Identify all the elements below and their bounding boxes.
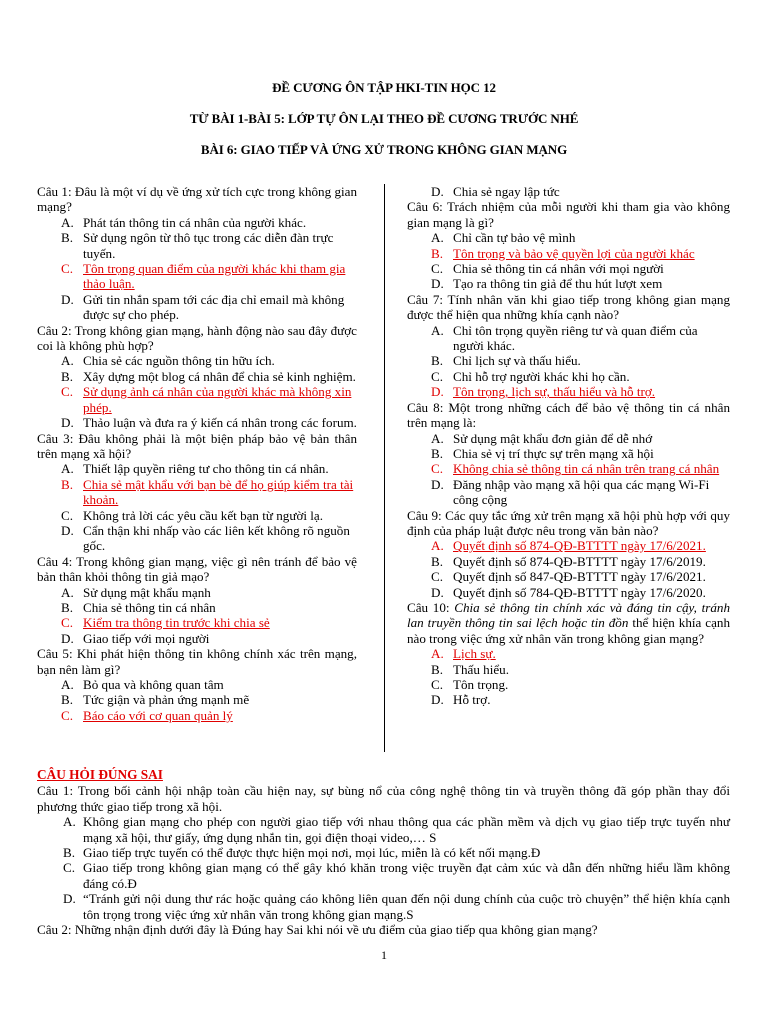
option-text: Không chia sẻ thông tin cá nhân trên trang cá nhân <box>453 461 720 477</box>
option-key: C. <box>431 261 444 277</box>
document-subtitle: TỪ BÀI 1-BÀI 5: LỚP TỰ ÔN LẠI THEO ĐỀ CƯƠNG TRƯỚC NHÉ <box>189 111 579 126</box>
option-text: Chỉ tôn trọng quyền riêng tư và quan điểm của người khác. <box>453 322 698 354</box>
option-text: Chia sẻ thông tin cá nhân với mọi người <box>453 261 664 277</box>
answer-option-correct <box>37 615 357 630</box>
question-7: Câu 7: Tính nhân văn khi giao tiếp trong không gian mạng được thể hiện qua những khía cạnh nào? <box>407 291 730 323</box>
statement-text: Giao tiếp trong không gian mạng có thể gây khó khăn trong việc truyền đạt cảm xúc và dẫn đến những hiểu lầm không đáng có.Đ <box>83 860 730 891</box>
option-text: Chia sẻ mật khẩu với bạn bè để họ giúp kiểm tra tài khoản. <box>83 476 354 508</box>
option-key: A. <box>61 353 74 369</box>
answer-option <box>407 353 730 368</box>
option-key: A. <box>61 584 74 600</box>
option-key: D. <box>431 692 444 708</box>
question-6-options <box>407 230 730 292</box>
lesson-heading: BÀI 6: GIAO TIẾP VÀ ỨNG XỬ TRONG KHÔNG GIAN MẠNG <box>200 142 568 157</box>
document-title: ĐỀ CƯƠNG ÔN TẬP HKI-TIN HỌC 12 <box>272 80 496 95</box>
option-key: C. <box>431 368 444 384</box>
answer-option <box>37 369 357 384</box>
answer-option <box>407 585 730 600</box>
question-3-options <box>37 461 357 553</box>
option-text: Chia sẻ thông tin cá nhân <box>83 599 216 615</box>
tf-statement <box>37 814 730 845</box>
option-text: Chia sẻ các nguồn thông tin hữu ích. <box>83 353 275 369</box>
option-text: Thảo luận và đưa ra ý kiến cá nhân trong các forum. <box>83 415 357 431</box>
answer-option <box>407 662 730 677</box>
option-text: Chia sẻ ngay lập tức <box>453 184 560 199</box>
answer-option <box>37 215 357 230</box>
answer-option-correct <box>37 384 357 415</box>
question-4: Câu 4: Trong không gian mạng, việc gì nên tránh để bảo vệ bản thân khỏi thông tin giả mạo? <box>37 553 357 585</box>
option-key: D. <box>431 184 444 199</box>
question-5-options <box>37 677 357 723</box>
option-key: B. <box>431 353 444 369</box>
answer-option <box>37 292 357 323</box>
tf-statement <box>37 845 730 860</box>
option-key: B. <box>431 661 444 677</box>
option-text: Sử dụng mật khẩu mạnh <box>83 584 211 600</box>
answer-option <box>407 276 730 291</box>
question-7-options <box>407 323 730 400</box>
answer-option <box>37 461 357 476</box>
statement-text: Không gian mạng cho phép con người giao tiếp với nhau thông qua các phần mềm và dịch vụ giao tiếp trực tuyến như mạng xã hội, thư giấy, ứng dụng nhắn tin, gọi điện thoại video,… S <box>83 814 730 845</box>
column-divider <box>384 184 385 752</box>
option-key: C. <box>61 384 74 400</box>
option-text: Xây dựng một blog cá nhân để chia sẻ kinh nghiệm. <box>83 368 356 384</box>
answer-option <box>37 523 357 554</box>
tf-question-1: Câu 1: Trong bối cảnh hội nhập toàn cầu hiện nay, sự bùng nổ của công nghệ thông tin và truyền thông đã góp phần thay đổi phương thức giao tiếp trong xã hội. <box>37 783 730 814</box>
statement-text: “Tránh gửi nội dung thư rác hoặc quảng cáo không liên quan đến nội dung chính của cuộc trò chuyện” thể hiện khía cạnh tôn trọng trong việc ứng xử nhân văn trong không gian mạng.S <box>83 891 730 922</box>
answer-option <box>37 230 357 261</box>
option-key: A. <box>431 230 444 246</box>
option-key: A. <box>431 430 444 446</box>
answer-option <box>407 554 730 569</box>
option-key: A. <box>61 461 74 477</box>
question-8-options <box>407 431 730 508</box>
tf-statement <box>37 860 730 891</box>
answer-option <box>407 261 730 276</box>
option-text: Quyết định số 784-QĐ-BTTTT ngày 17/6/2020. <box>453 584 706 600</box>
option-key: B. <box>61 368 74 384</box>
option-key: C. <box>431 461 444 477</box>
answer-option <box>407 323 730 354</box>
option-key: C. <box>61 261 74 277</box>
option-text: Hỗ trợ. <box>453 692 491 708</box>
option-key: B. <box>431 445 444 461</box>
question-6: Câu 6: Trách nhiệm của mỗi người khi tham gia vào không gian mạng là gì? <box>407 199 730 230</box>
option-key: B. <box>63 845 76 861</box>
option-key: A. <box>61 677 74 692</box>
option-text: Quyết định số 874-QĐ-BTTTT ngày 17/6/2021. <box>453 538 706 554</box>
question-2: Câu 2: Trong không gian mạng, hành động nào sau đây được coi là không phù hợp? <box>37 322 357 354</box>
answer-option <box>37 692 357 707</box>
page-number: 1 <box>381 948 387 962</box>
option-text: Tôn trọng. <box>453 677 509 692</box>
answer-option <box>37 508 357 523</box>
question-10 <box>407 600 730 646</box>
option-text: Tôn trọng quan điểm của người khác khi tham gia thảo luận. <box>83 261 346 292</box>
answer-option-correct <box>407 538 730 553</box>
question-9-options <box>407 538 730 600</box>
question-prefix: Câu 10: <box>407 599 455 615</box>
option-text: Kiểm tra thông tin trước khi chia sẻ <box>83 615 270 631</box>
tf-statement-list <box>37 814 730 922</box>
option-key: C. <box>431 677 444 692</box>
option-text: Bỏ qua và không quan tâm <box>83 677 224 692</box>
option-key: B. <box>61 476 74 492</box>
statement-text: Giao tiếp trực tuyến có thể được thực hiện mọi nơi, mọi lúc, miễn là có kết nối mạng.Đ <box>83 845 541 861</box>
answer-option <box>407 677 730 692</box>
option-text: Chỉ cần tự bảo vệ mình <box>453 230 576 246</box>
answer-option <box>37 600 357 615</box>
option-key: A. <box>431 322 444 338</box>
answer-option <box>407 431 730 446</box>
option-key: D. <box>431 384 444 400</box>
answer-option <box>37 677 357 692</box>
question-5-continued-options <box>407 184 730 199</box>
answer-option-correct <box>407 246 730 261</box>
question-italic-text: Chia sẻ thông tin chính xác và đáng tin cậy, tránh lan truyền thông tin sai lệch hoặc tin đồn <box>407 599 730 631</box>
option-key: A. <box>431 646 444 662</box>
option-key: A. <box>431 538 444 554</box>
true-false-title: CÂU HỎI ĐÚNG SAI <box>37 767 163 782</box>
answer-option-correct <box>407 384 730 399</box>
option-key: C. <box>431 569 444 585</box>
option-text: Giao tiếp với mọi người <box>83 630 210 646</box>
option-text: Phát tán thông tin cá nhân của người khác. <box>83 214 307 230</box>
true-false-section <box>37 767 730 937</box>
question-8: Câu 8: Một trong những cách để bảo vệ thông tin cá nhân trên mạng là: <box>407 399 730 431</box>
option-key: D. <box>61 522 74 538</box>
option-text: Không trả lời các yêu cầu kết bạn từ người lạ. <box>83 507 324 523</box>
answer-option <box>407 446 730 461</box>
answer-option-correct <box>37 708 357 723</box>
option-key: A. <box>63 814 76 830</box>
answer-option <box>407 477 730 508</box>
option-text: Tức giận và phản ứng mạnh mẽ <box>83 692 250 708</box>
answer-option <box>37 631 357 646</box>
question-3: Câu 3: Đâu không phải là một biện pháp bảo vệ bản thân trên mạng xã hội? <box>37 430 357 461</box>
question-5: Câu 5: Khi phát hiện thông tin không chính xác trên mạng, bạn nên làm gì? <box>37 646 357 677</box>
option-text: Tạo ra thông tin giả để thu hút lượt xem <box>453 276 663 292</box>
option-text: Cẩn thận khi nhấp vào các liên kết không rõ nguồn gốc. <box>83 522 350 554</box>
question-10-options <box>407 646 730 708</box>
answer-option <box>407 230 730 245</box>
answer-option <box>407 569 730 584</box>
question-1-options <box>37 215 357 323</box>
tf-statement <box>37 891 730 922</box>
answer-option <box>407 184 730 199</box>
right-question-column <box>407 184 730 708</box>
question-suffix: thể hiện khía cạnh nào trong việc ứng xử nhân văn trong không gian mạng? <box>407 615 730 646</box>
option-text: Chia sẻ vị trí thực sự trên mạng xã hội <box>453 445 654 461</box>
option-key: C. <box>61 507 74 523</box>
answer-option <box>37 585 357 600</box>
option-text: Chỉ hỗ trợ người khác khi họ cần. <box>453 368 630 384</box>
option-key: B. <box>61 230 74 246</box>
option-key: D. <box>431 276 444 292</box>
option-text: Sử dụng mật khẩu đơn giản để dễ nhớ <box>453 430 653 446</box>
option-text: Quyết định số 847-QĐ-BTTTT ngày 17/6/2021. <box>453 569 706 585</box>
option-text: Sử dụng ảnh cá nhân của người khác mà không xin phép. <box>83 384 352 415</box>
option-text: Đăng nhập vào mạng xã hội qua các mạng Wi-Fi công cộng <box>453 476 710 508</box>
option-text: Báo cáo với cơ quan quản lý <box>83 707 233 723</box>
answer-option-correct <box>37 477 357 508</box>
option-key: B. <box>431 245 444 261</box>
option-text: Lịch sự. <box>453 646 496 662</box>
option-text: Tôn trọng, lịch sự, thấu hiểu và hỗ trợ. <box>453 384 656 400</box>
answer-option-correct <box>37 261 357 292</box>
option-key: C. <box>61 707 74 723</box>
option-text: Thiết lập quyền riêng tư cho thông tin cá nhân. <box>83 461 329 477</box>
option-text: Tôn trọng và bảo vệ quyền lợi của người khác <box>453 245 695 261</box>
option-key: D. <box>61 630 74 646</box>
option-key: A. <box>61 214 74 230</box>
left-question-column <box>37 184 357 723</box>
option-key: B. <box>431 553 444 569</box>
option-text: Sử dụng ngôn từ thô tục trong các diễn đàn trực tuyến. <box>83 230 334 261</box>
answer-option <box>407 692 730 707</box>
option-key: D. <box>61 291 74 307</box>
question-4-options <box>37 585 357 647</box>
option-text: Gửi tin nhắn spam tới các địa chỉ email mà không được sự cho phép. <box>83 291 345 323</box>
option-text: Chỉ lịch sự và thấu hiểu. <box>453 353 581 369</box>
option-text: Thấu hiểu. <box>453 661 509 677</box>
answer-option <box>37 353 357 368</box>
answer-option-correct <box>407 646 730 661</box>
answer-option <box>407 369 730 384</box>
option-key: B. <box>61 692 74 708</box>
option-key: D. <box>63 891 76 907</box>
option-key: D. <box>431 476 444 492</box>
option-key: D. <box>61 415 74 431</box>
answer-option <box>37 415 357 430</box>
option-key: C. <box>63 860 76 876</box>
question-2-options <box>37 353 357 430</box>
option-key: D. <box>431 584 444 600</box>
option-text: Quyết định số 874-QĐ-BTTTT ngày 17/6/2019. <box>453 553 706 569</box>
question-1: Câu 1: Đâu là một ví dụ về ứng xử tích cực trong không gian mạng? <box>37 184 357 215</box>
answer-option-correct <box>407 461 730 476</box>
option-key: B. <box>61 599 74 615</box>
option-key: C. <box>61 615 74 631</box>
tf-question-2: Câu 2: Những nhận định dưới đây là Đúng hay Sai khi nói về ưu điểm của giao tiếp qua không gian mạng? <box>37 922 598 938</box>
question-9: Câu 9: Các quy tắc ứng xử trên mạng xã hội phù hợp với quy định của pháp luật được nêu trong văn bản nào? <box>407 507 730 538</box>
